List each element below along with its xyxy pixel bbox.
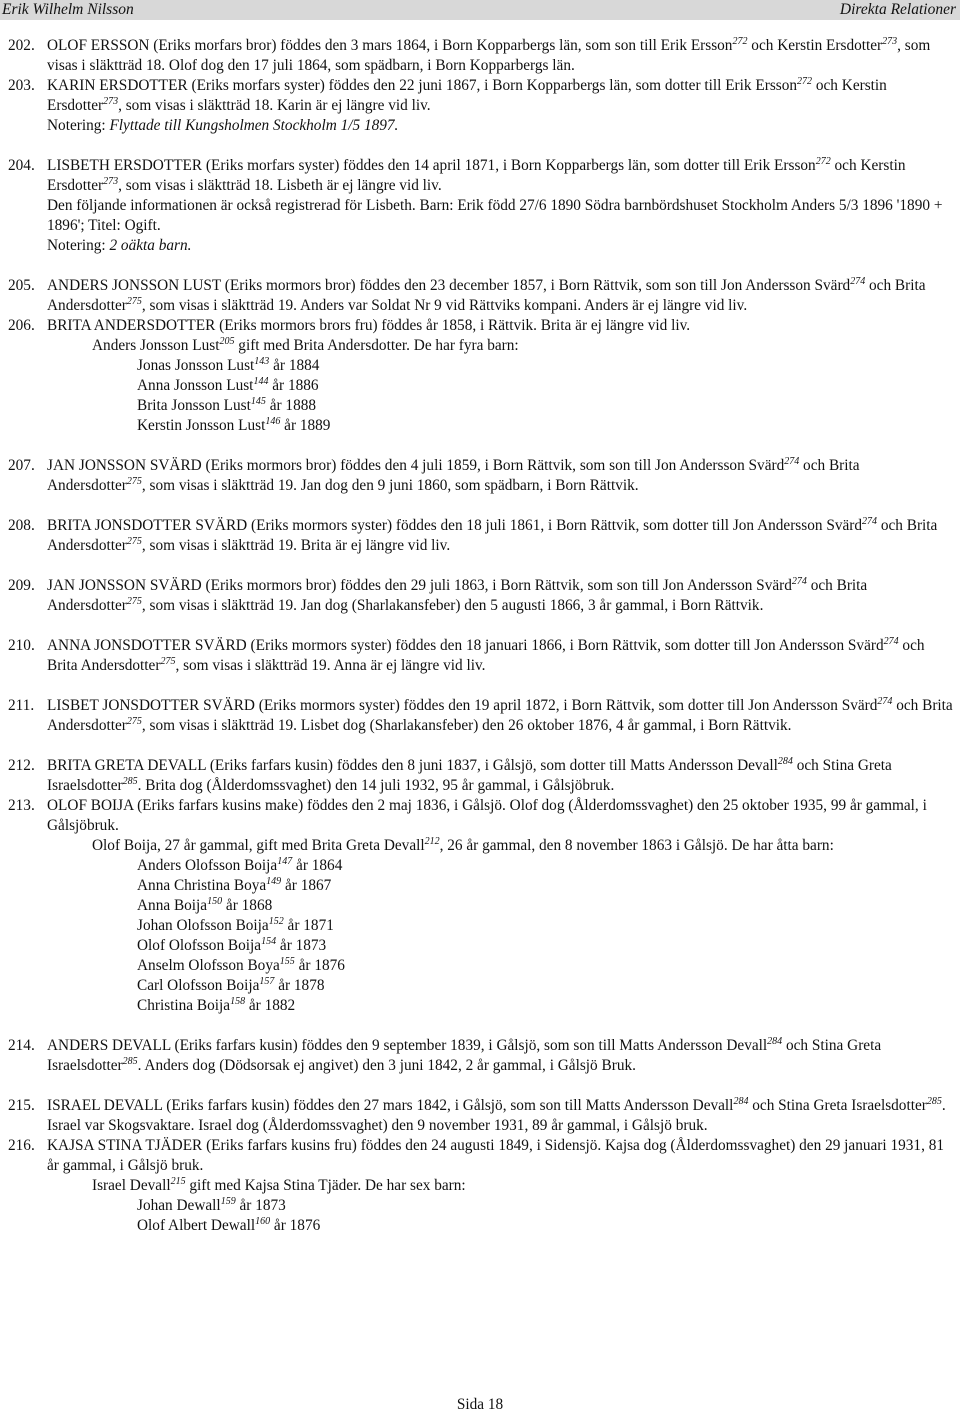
child-year: år 1871 [283, 917, 334, 934]
entry-text: , som visas i släktträd 18. Lisbeth är ej längre vid liv. [118, 177, 442, 194]
entry-number: 214. [8, 1037, 35, 1054]
entry-text: , som visas i släktträd 19. Jan dog den 9 juni 1860, som spädbarn, i Born Rättvik. [141, 477, 639, 494]
entry-text: och Stina Greta Israelsdotter [748, 1097, 927, 1114]
entry-text: och Stina Greta Israelsdotter [47, 1037, 882, 1074]
reference-number: 285 [122, 776, 138, 787]
entry-number: 204. [8, 157, 35, 174]
reference-number: 272 [797, 76, 813, 87]
entry-text: ISRAEL DEVALL (Eriks farfars kusin) föddes den 27 mars 1842, i Gålsjö, som son till Matts Andersson Devall [47, 1097, 734, 1114]
reference-number: 205 [219, 336, 235, 347]
entry-text: . Brita dog (Ålderdomssvaghet) den 14 juli 1932, 95 år gammal, i Gålsjöbruk. [137, 777, 615, 794]
spacer [8, 1016, 956, 1036]
reference-number: 145 [250, 396, 266, 407]
entry-number: 209. [8, 577, 35, 594]
child-item [8, 896, 956, 916]
entry-note [47, 196, 956, 236]
reference-number: 284 [733, 1096, 749, 1107]
reference-number: 159 [220, 1196, 236, 1207]
entry-number: 203. [8, 77, 35, 94]
child-name: Olof Albert Dewall [137, 1217, 256, 1234]
reference-number: 274 [784, 456, 800, 467]
child-year: år 1888 [265, 397, 317, 414]
entry-text: , som visas i släktträd 19. Lisbet dog (Sharlakansfeber) den 26 oktober 1876, 4 år gammal, i Born Rättvik. [141, 717, 792, 734]
child-item [8, 996, 956, 1016]
reference-number: 143 [254, 356, 270, 367]
child-year: år 1884 [269, 357, 320, 374]
child-name: Kerstin Jonsson Lust [137, 417, 266, 434]
entry-text: och Brita Andersdotter [47, 517, 938, 554]
reference-number: 146 [265, 416, 281, 427]
child-item [8, 976, 956, 996]
person-entry [8, 276, 956, 316]
reference-number: 275 [126, 296, 142, 307]
entry-body [47, 36, 956, 76]
spacer [8, 736, 956, 756]
child-year: år 1864 [292, 857, 343, 874]
person-entry [8, 576, 956, 616]
reference-number: 154 [261, 936, 277, 947]
entry-text: OLOF BOIJA (Eriks farfars kusins make) föddes den 2 maj 1836, i Gålsjö. Olof dog (Ålderdomssvaghet) den 25 oktober 1935, 99 år gammal, i Gålsjöbruk. [47, 797, 927, 834]
entry-body [47, 1096, 956, 1136]
entry-body [47, 636, 956, 676]
entry-text: LISBETH ERSDOTTER (Eriks morfars syster) föddes den 14 april 1871, i Born Kopparbergs län, som dotter till Erik Ersson [47, 157, 816, 174]
child-name: Anna Jonsson Lust [137, 377, 254, 394]
reference-number: 149 [266, 876, 282, 887]
child-item [8, 856, 956, 876]
entry-text: Israel Devall [92, 1177, 171, 1194]
child-name: Carl Olofsson Boija [137, 977, 260, 994]
entry-body [47, 516, 956, 556]
entry-text: . Anders dog (Dödsorsak ej angivet) den 3 juni 1842, 2 år gammal, i Gålsjö Bruk. [137, 1057, 636, 1074]
entry-text: ANDERS DEVALL (Eriks farfars kusin) föddes den 9 september 1839, i Gålsjö, som son till Matts Andersson Devall [47, 1037, 768, 1054]
spacer [8, 1076, 956, 1096]
child-item [8, 876, 956, 896]
person-entry [8, 696, 956, 736]
entry-number: 206. [8, 317, 35, 334]
header-section: Direkta Relationer [839, 1, 956, 18]
spacer [8, 676, 956, 696]
reference-number: 275 [126, 476, 142, 487]
child-name: Brita Jonsson Lust [137, 397, 251, 414]
entry-number: 215. [8, 1097, 35, 1114]
entry-number: 212. [8, 757, 35, 774]
entry-text: , som visas i släktträd 19. Jan dog (Sharlakansfeber) den 5 augusti 1866, 3 år gammal, i Born Rättvik. [141, 597, 764, 614]
note-label: Den följande informationen är också registrerad för Lisbeth. Barn: Erik född 27/6 1890 Södra barnbördshuset Stockholm Anders 5/3 1896 '1890 + 1896'; Titel: Ogift. [47, 197, 943, 234]
entry-text: , 26 år gammal, den 8 november 1863 i Gålsjö. De har åtta barn: [439, 837, 834, 854]
page-footer: Sida 18 [456, 1396, 504, 1413]
entry-text: gift med Brita Andersdotter. De har fyra barn: [234, 337, 519, 354]
entry-body [47, 756, 956, 796]
reference-number: 285 [122, 1056, 138, 1067]
spacer [8, 256, 956, 276]
child-name: Christina Boija [137, 997, 231, 1014]
reference-number: 275 [126, 596, 142, 607]
entry-text: , som visas i släktträd 18. Olof dog den 17 juli 1864, som spädbarn, i Born Kopparbergs län. [47, 37, 931, 74]
person-entry [8, 456, 956, 496]
note-text: Flyttade till Kungsholmen Stockholm 1/5 1897. [109, 117, 399, 134]
spacer [8, 616, 956, 636]
person-entry [8, 1136, 956, 1176]
spacer [8, 136, 956, 156]
entry-text: Anders Jonsson Lust [92, 337, 220, 354]
marriage-line [8, 1176, 956, 1196]
child-item [8, 356, 956, 376]
spacer [8, 556, 956, 576]
reference-number: 273 [103, 96, 119, 107]
entry-text: BRITA JONSDOTTER SVÄRD (Eriks mormors syster) föddes den 18 juli 1861, i Born Rättvik, som dotter till Jon Andersson Svärd [47, 517, 863, 534]
reference-number: 158 [230, 996, 246, 1007]
child-item [8, 916, 956, 936]
spacer [8, 436, 956, 456]
child-name: Anders Olofsson Boija [137, 857, 278, 874]
child-year: år 1873 [276, 937, 327, 954]
person-entry [8, 796, 956, 836]
reference-number: 275 [126, 536, 142, 547]
entry-body [47, 276, 956, 316]
child-year: år 1889 [280, 417, 331, 434]
reference-number: 157 [259, 976, 275, 987]
reference-number: 274 [862, 516, 878, 527]
entry-text: och Kerstin Ersdotter [747, 37, 883, 54]
note-label: Notering: [47, 117, 110, 134]
child-name: Johan Olofsson Boija [137, 917, 269, 934]
entry-text: BRITA ANDERSDOTTER (Eriks mormors brors fru) föddes år 1858, i Rättvik. Brita är ej längre vid liv. [47, 317, 691, 334]
entry-text: och Brita Andersdotter [47, 697, 953, 734]
entry-text: gift med Kajsa Stina Tjäder. De har sex barn: [185, 1177, 466, 1194]
entry-text: och Stina Greta Israelsdotter [47, 757, 892, 794]
reference-number: 272 [815, 156, 831, 167]
spacer [8, 496, 956, 516]
person-entry [8, 636, 956, 676]
entry-body [47, 76, 956, 116]
entry-text: och Brita Andersdotter [47, 457, 860, 494]
entry-text: ANDERS JONSSON LUST (Eriks mormors bror) föddes den 23 december 1857, i Born Rättvik, som son till Jon Andersson Svärd [47, 277, 851, 294]
reference-number: 285 [926, 1096, 942, 1107]
reference-number: 273 [882, 36, 898, 47]
reference-number: 212 [424, 836, 440, 847]
person-entry [8, 1096, 956, 1136]
reference-number: 273 [103, 176, 119, 187]
entry-number: 207. [8, 457, 35, 474]
entry-body [47, 1136, 956, 1176]
header-author: Erik Wilhelm Nilsson [2, 1, 134, 18]
entry-text: och Kerstin Ersdotter [47, 157, 906, 194]
note-label: Notering: [47, 237, 110, 254]
marriage-line [8, 336, 956, 356]
person-entry [8, 76, 956, 136]
reference-number: 274 [877, 696, 893, 707]
entries-list [8, 36, 956, 1236]
reference-number: 144 [253, 376, 269, 387]
person-entry [8, 316, 956, 336]
entry-text: JAN JONSSON SVÄRD (Eriks mormors bror) föddes den 29 juli 1863, i Born Rättvik, som son till Jon Andersson Svärd [47, 577, 792, 594]
entry-text: , som visas i släktträd 19. Anna är ej längre vid liv. [175, 657, 486, 674]
reference-number: 284 [767, 1036, 783, 1047]
person-entry [8, 1036, 956, 1076]
child-item [8, 936, 956, 956]
entry-number: 213. [8, 797, 35, 814]
child-item [8, 1216, 956, 1236]
entry-text: KARIN ERSDOTTER (Eriks morfars syster) föddes den 22 juni 1867, i Born Kopparbergs län, som dotter till Erik Ersson [47, 77, 798, 94]
entry-note [47, 116, 956, 136]
child-year: år 1868 [222, 897, 273, 914]
entry-text: ANNA JONSDOTTER SVÄRD (Eriks mormors syster) föddes den 18 januari 1866, i Born Rättvik, som dotter till Jon Andersson Svärd [47, 637, 884, 654]
child-year: år 1876 [270, 1217, 321, 1234]
entry-note [47, 236, 956, 256]
entry-body [47, 796, 956, 836]
entry-number: 210. [8, 637, 35, 654]
child-name: Anna Christina Boya [137, 877, 267, 894]
reference-number: 274 [850, 276, 866, 287]
reference-number: 274 [791, 576, 807, 587]
entry-number: 211. [8, 697, 35, 714]
entry-number: 202. [8, 37, 35, 54]
person-entry [8, 756, 956, 796]
child-name: Johan Dewall [137, 1197, 221, 1214]
child-year: år 1878 [274, 977, 325, 994]
reference-number: 272 [732, 36, 748, 47]
entry-text: . Israel var Skogsvaktare. Israel dog (Ålderdomssvaghet) den 9 november 1931, 89 år gammal, i Gålsjö bruk. [47, 1097, 946, 1134]
entry-body [47, 576, 956, 616]
entry-body [47, 456, 956, 496]
entry-text: BRITA GRETA DEVALL (Eriks farfars kusin) föddes den 8 juni 1837, i Gålsjö, som dotter till Matts Andersson Devall [47, 757, 778, 774]
reference-number: 284 [777, 756, 793, 767]
reference-number: 155 [279, 956, 295, 967]
entry-body [47, 156, 956, 196]
child-item [8, 396, 956, 416]
entry-number: 208. [8, 517, 35, 534]
entry-text: och Kerstin Ersdotter [47, 77, 887, 114]
child-name: Anselm Olofsson Boya [137, 957, 280, 974]
entry-text: , som visas i släktträd 19. Brita är ej längre vid liv. [141, 537, 451, 554]
entry-number: 205. [8, 277, 35, 294]
child-item [8, 376, 956, 396]
person-entry [8, 156, 956, 256]
person-entry [8, 36, 956, 76]
reference-number: 150 [207, 896, 223, 907]
page-header [0, 0, 960, 20]
reference-number: 160 [255, 1216, 271, 1227]
entry-body [47, 696, 956, 736]
entry-text: och Brita Andersdotter [47, 277, 926, 314]
child-item [8, 956, 956, 976]
marriage-line [8, 836, 956, 856]
reference-number: 147 [277, 856, 293, 867]
entry-text: , som visas i släktträd 18. Karin är ej längre vid liv. [118, 97, 431, 114]
reference-number: 275 [160, 656, 176, 667]
child-year: år 1876 [294, 957, 345, 974]
child-name: Anna Boija [137, 897, 208, 914]
note-text: 2 oäkta barn. [109, 237, 192, 254]
entry-number: 216. [8, 1137, 35, 1154]
reference-number: 215 [170, 1176, 186, 1187]
child-name: Olof Olofsson Boija [137, 937, 262, 954]
entry-text: OLOF ERSSON (Eriks morfars bror) föddes den 3 mars 1864, i Born Kopparbergs län, som son till Erik Ersson [47, 37, 733, 54]
reference-number: 152 [268, 916, 284, 927]
entry-text: Olof Boija, 27 år gammal, gift med Brita Greta Devall [92, 837, 425, 854]
reference-number: 274 [883, 636, 899, 647]
child-year: år 1882 [245, 997, 296, 1014]
entry-text: och Brita Andersdotter [47, 577, 868, 614]
child-year: år 1886 [268, 377, 319, 394]
child-name: Jonas Jonsson Lust [137, 357, 255, 374]
entry-text: JAN JONSSON SVÄRD (Eriks mormors bror) föddes den 4 juli 1859, i Born Rättvik, som son till Jon Andersson Svärd [47, 457, 785, 474]
person-entry [8, 516, 956, 556]
child-year: år 1873 [235, 1197, 286, 1214]
entry-body [47, 316, 956, 336]
reference-number: 275 [126, 716, 142, 727]
entry-text: KAJSA STINA TJÄDER (Eriks farfars kusins fru) föddes den 24 augusti 1849, i Sidensjö. Kajsa dog (Ålderdomssvaghet) den 29 januari 1931, 81 år gammal, i Gålsjö bruk. [47, 1137, 945, 1174]
entry-text: och Brita Andersdotter [47, 637, 925, 674]
child-item [8, 416, 956, 436]
entry-text: , som visas i släktträd 19. Anders var Soldat Nr 9 vid Rättviks kompani. Anders är ej längre vid liv. [141, 297, 748, 314]
entry-text: LISBET JONSDOTTER SVÄRD (Eriks mormors syster) föddes den 19 april 1872, i Born Rättvik, som dotter till Jon Andersson Svärd [47, 697, 878, 714]
entry-body [47, 1036, 956, 1076]
child-item [8, 1196, 956, 1216]
child-year: år 1867 [281, 877, 332, 894]
